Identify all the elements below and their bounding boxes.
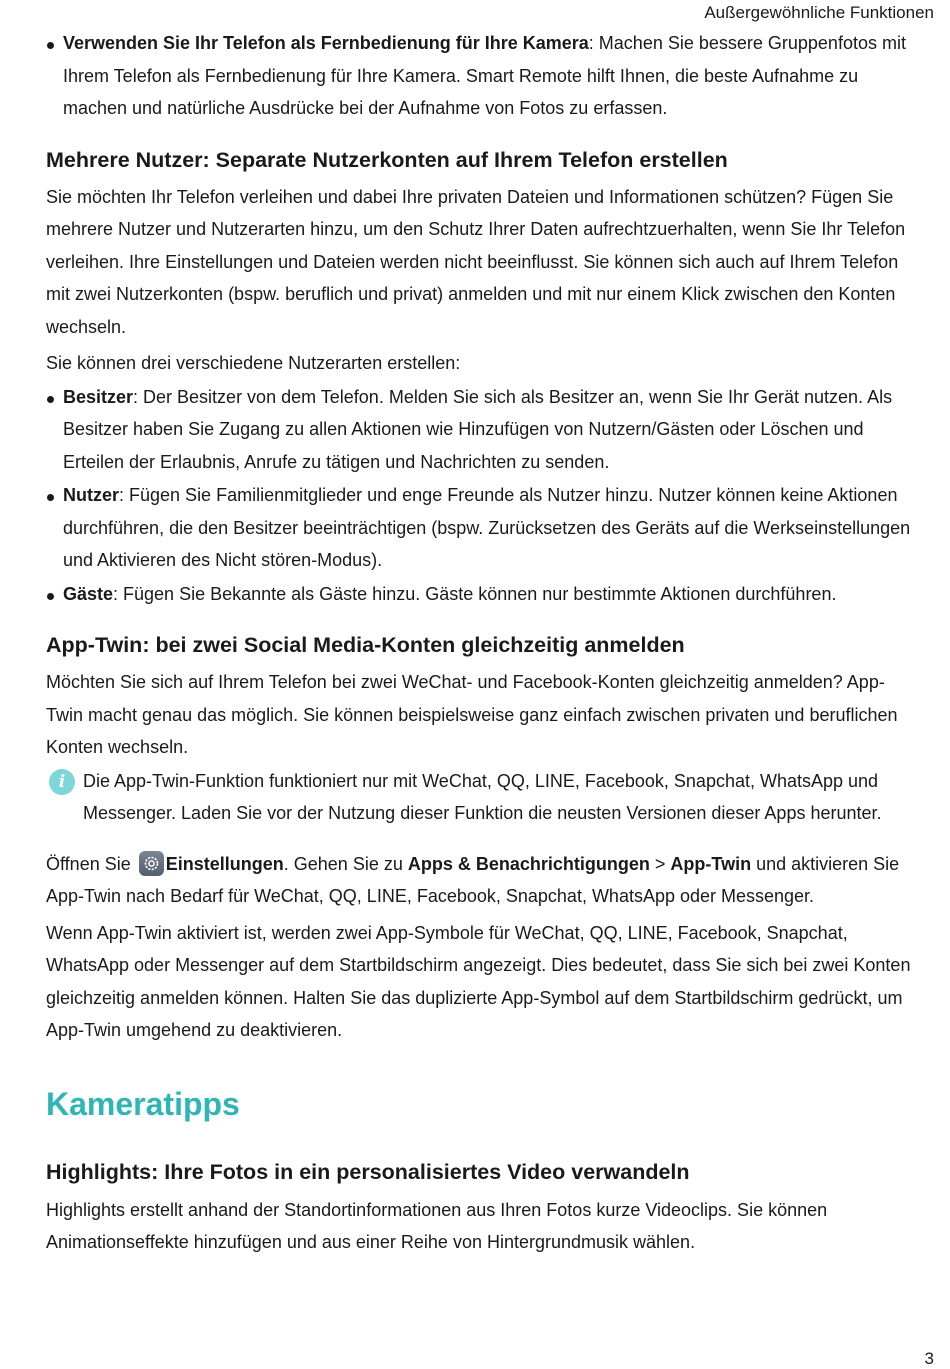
note-text: Die App-Twin-Funktion funktioniert nur mit WeChat, QQ, LINE, Facebook, Snapchat, WhatsApp und Messenger. Laden Sie vor der Nutzung dieser Funktion die neusten Versionen dieser Apps herunter. <box>83 770 882 823</box>
app-twin-steps <box>46 848 918 913</box>
chapter-title: Kameratipps <box>46 1085 240 1122</box>
apps-notifications-label: Apps & Benachrichtigungen <box>407 853 650 874</box>
app-twin-note <box>46 765 918 830</box>
user-type-user <box>46 479 918 577</box>
step-rest-text: und aktivieren Sie App-Twin nach Bedarf für WeChat, QQ, LINE, Facebook, Snapchat, WhatsApp oder Messenger. <box>46 853 900 906</box>
app-twin-result: Wenn App-Twin aktiviert ist, werden zwei App-Symbole für WeChat, QQ, LINE, Facebook, Snapchat, WhatsApp oder Messenger auf dem Startbildschirm angezeigt. Dies bedeutet, dass Sie sich bei zwei Konten gleichzeitig anmelden können. Halten Sie das duplizierte App-Symbol auf dem Startbildschirm gedrückt, um App-Twin umgehend zu deaktivieren. <box>46 922 911 1040</box>
user-types-intro: Sie können drei verschiedene Nutzerarten erstellen: <box>46 353 461 373</box>
bullet-term: Besitzer <box>63 386 134 407</box>
bullet-term: Gäste <box>63 583 114 604</box>
page-number: 3 <box>924 1349 934 1368</box>
app-twin-label: App-Twin <box>670 853 752 874</box>
app-twin-heading: App-Twin: bei zwei Social Media-Konten gleichzeitig anmelden <box>46 633 685 657</box>
info-icon: i <box>49 769 75 795</box>
multi-user-intro: Sie möchten Ihr Telefon verleihen und dabei Ihre privaten Dateien und Informationen schützen? Fügen Sie mehrere Nutzer und Nutzerarten hinzu, um den Schutz Ihrer Daten aufrechtzuerhalten, wenn Sie Ihr Telefon verleihen. Ihre Einstellungen und Dateien werden nicht beeinflusst. Sie können sich auch auf Ihrem Telefon mit zwei Nutzerkonten (bspw. beruflich und privat) anmelden und mit nur einem Klick zwischen den Konten wechseln. <box>46 186 906 337</box>
user-type-guest <box>46 578 918 611</box>
step-goto-text: . Gehen Sie zu <box>283 853 403 874</box>
highlights-text: Highlights erstellt anhand der Standortinformationen aus Ihren Fotos kurze Videoclips. Sie können Animationseffekte hinzufügen und aus einer Reihe von Hintergrundmusik wählen. <box>46 1199 828 1252</box>
page-header-title: Außergewöhnliche Funktionen <box>704 3 934 22</box>
settings-icon <box>139 851 164 876</box>
app-twin-intro: Möchten Sie sich auf Ihrem Telefon bei zwei WeChat- und Facebook-Konten gleichzeitig anmelden? App-Twin macht genau das möglich. Sie können beispielsweise ganz einfach zwischen privaten und beruflichen Konten wechseln. <box>46 672 898 757</box>
path-separator: > <box>654 853 666 874</box>
page-content <box>46 0 918 1259</box>
bullet-text: : Fügen Sie Bekannte als Gäste hinzu. Gäste können nur bestimmte Aktionen durchführen. <box>113 583 837 604</box>
multi-user-heading: Mehrere Nutzer: Separate Nutzerkonten auf Ihrem Telefon erstellen <box>46 147 728 172</box>
step-open-text: Öffnen Sie <box>46 853 131 874</box>
user-type-owner <box>46 381 918 479</box>
settings-label: Einstellungen <box>165 853 284 874</box>
bullet-term: Verwenden Sie Ihr Telefon als Fernbedienung für Ihre Kamera <box>63 33 589 53</box>
bullet-text: : Fügen Sie Familienmitglieder und enge Freunde als Nutzer hinzu. Nutzer können keine Aktionen durchführen, die den Besitzer beeinträchtigen (bspw. Zurücksetzen des Geräts auf die Werkseinstellungen und Aktivieren des Nicht stören-Modus). <box>63 485 911 570</box>
remote-bullet <box>46 27 918 125</box>
bullet-text: : Der Besitzer von dem Telefon. Melden Sie sich als Besitzer an, wenn Sie Ihr Gerät nutzen. Als Besitzer haben Sie Zugang zu allen Aktionen wie Hinzufügen von Nutzern/Gästen oder Löschen und Erteilen der Erlaubnis, Anrufe zu tätigen und Nachrichten zu senden. <box>63 386 893 472</box>
bullet-text: : Machen Sie bessere Gruppenfotos mit Ihrem Telefon als Fernbedienung für Ihre Kamera. Smart Remote hilft Ihnen, die beste Aufnahme zu machen und natürliche Ausdrücke bei der Aufnahme von Fotos zu erfassen. <box>63 33 906 118</box>
bullet-term: Nutzer <box>63 485 120 505</box>
highlights-heading: Highlights: Ihre Fotos in ein personalisiertes Video verwandeln <box>46 1159 690 1184</box>
